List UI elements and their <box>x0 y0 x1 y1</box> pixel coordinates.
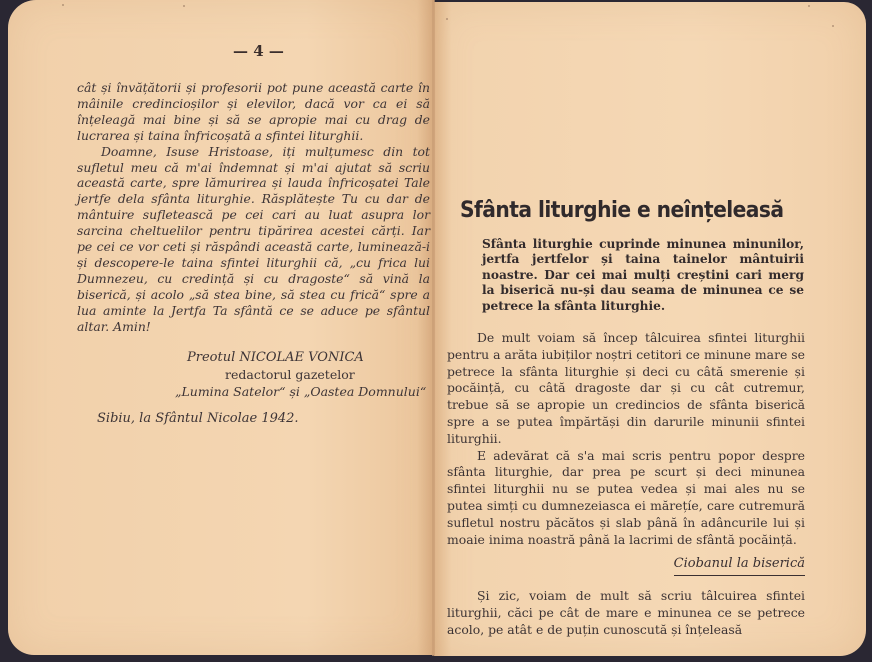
left-page-content <box>77 42 430 427</box>
author-role: redactorul gazetelor <box>225 366 355 382</box>
right-page-body-continued <box>447 588 805 638</box>
author-publications: „Lumina Satelor“ și „Oastea Domnului“ <box>175 383 427 399</box>
place-and-date: Sibiu, la Sfântul Nicolae 1942. <box>97 410 299 426</box>
chapter-headline: Sfânta liturghie e neînțeleasă <box>460 198 784 223</box>
book-gutter <box>432 0 435 656</box>
paper-speck <box>62 4 64 6</box>
paper-speck <box>183 5 185 7</box>
paper-speck <box>808 5 810 7</box>
right-paragraph: E adevărat că s'a mai scris pentru popor despre sfânta liturghie, dar prea pe scurt și deci minunea sfintei liturghii nu se putea vedea și mai ales nu se putea simți cu dumnezeiasca ei mărețíe, care cutremură sufletul nostru păcătos și slab până în adâncurile lui și moaie inima noastră până la lacrimi de sfântă pocăință. <box>447 447 805 547</box>
left-paragraph: Doamne, Isuse Hristoase, iți mulțumesc din tot sufletul meu că m'ai îndemnat și m'ai ajutat să scriu această carte, spre lămurirea și lauda înfricoșatei Tale jertfe dela sfânta liturghie. Răsplătește Tu cu dar de mântuire sufletească pe cei cari au luat asupra lor sarcina cheltuelilor pentru tipărirea acestei cărți. Iar pe cei ce vor ceti și răspândi această carte, luminează-i și descopere-le taina sfintei liturghii că, „cu frica lui Dumnezeu, cu credință și cu dragoste“ să vină la biserică, și acolo „să stea bine, să stea cu frică“ spre a lua aminte la Jertfa Ta sfântă ce se aduce pe sfântul altar. Amin! <box>77 143 430 334</box>
author-name: Preotul NICOLAE VONICA <box>187 349 364 365</box>
right-paragraph: Și zic, voiam de mult să scriu tâlcuirea sfintei liturghii, căci pe cât de mare e minunea ce se petrece acolo, pe atât e de puțin cunoscută și înțeleasă <box>447 588 805 637</box>
page-number: — 4 — <box>233 42 284 60</box>
chapter-lead: Sfânta liturghie cuprinde minunea minunilor, jertfa jertfelor și taina tainelor mântuirii noastre. Dar cei mai mulți creștini cari merg la biserică nu-și dau seama de minunea ce se petrece la sfânta liturghie. <box>482 237 804 313</box>
signature-block <box>77 349 430 427</box>
byline: Ciobanul la biserică <box>674 555 805 576</box>
right-paragraph: De mult voiam să încep tâlcuirea sfintei liturghii pentru a arăta iubiților noștri cetitori ce minune mare se petrece la sfânta liturghie și deci cu câtă smerenie și pocăință, cu câtă dragoste dar și cu cât cutremur, trebue să se apropie un credincios de sfânta biserică spre a se putea împărtăși din darurile minunii sfintei liturghii. <box>447 330 805 446</box>
right-page-body <box>447 330 805 548</box>
paper-speck <box>832 25 834 27</box>
byline-row <box>447 552 805 576</box>
paper-speck <box>446 18 448 20</box>
left-page-body <box>77 80 430 335</box>
right-page-content <box>447 197 805 639</box>
left-paragraph: cât și învățătorii și profesorii pot pune această carte în mâinile credincioșilor și elevilor, dacă vor ca ei să înțeleagă mai bine și să se apropie mai cu drag de lucrarea și taina înfricoșată a sfintei liturghii. <box>77 80 430 143</box>
